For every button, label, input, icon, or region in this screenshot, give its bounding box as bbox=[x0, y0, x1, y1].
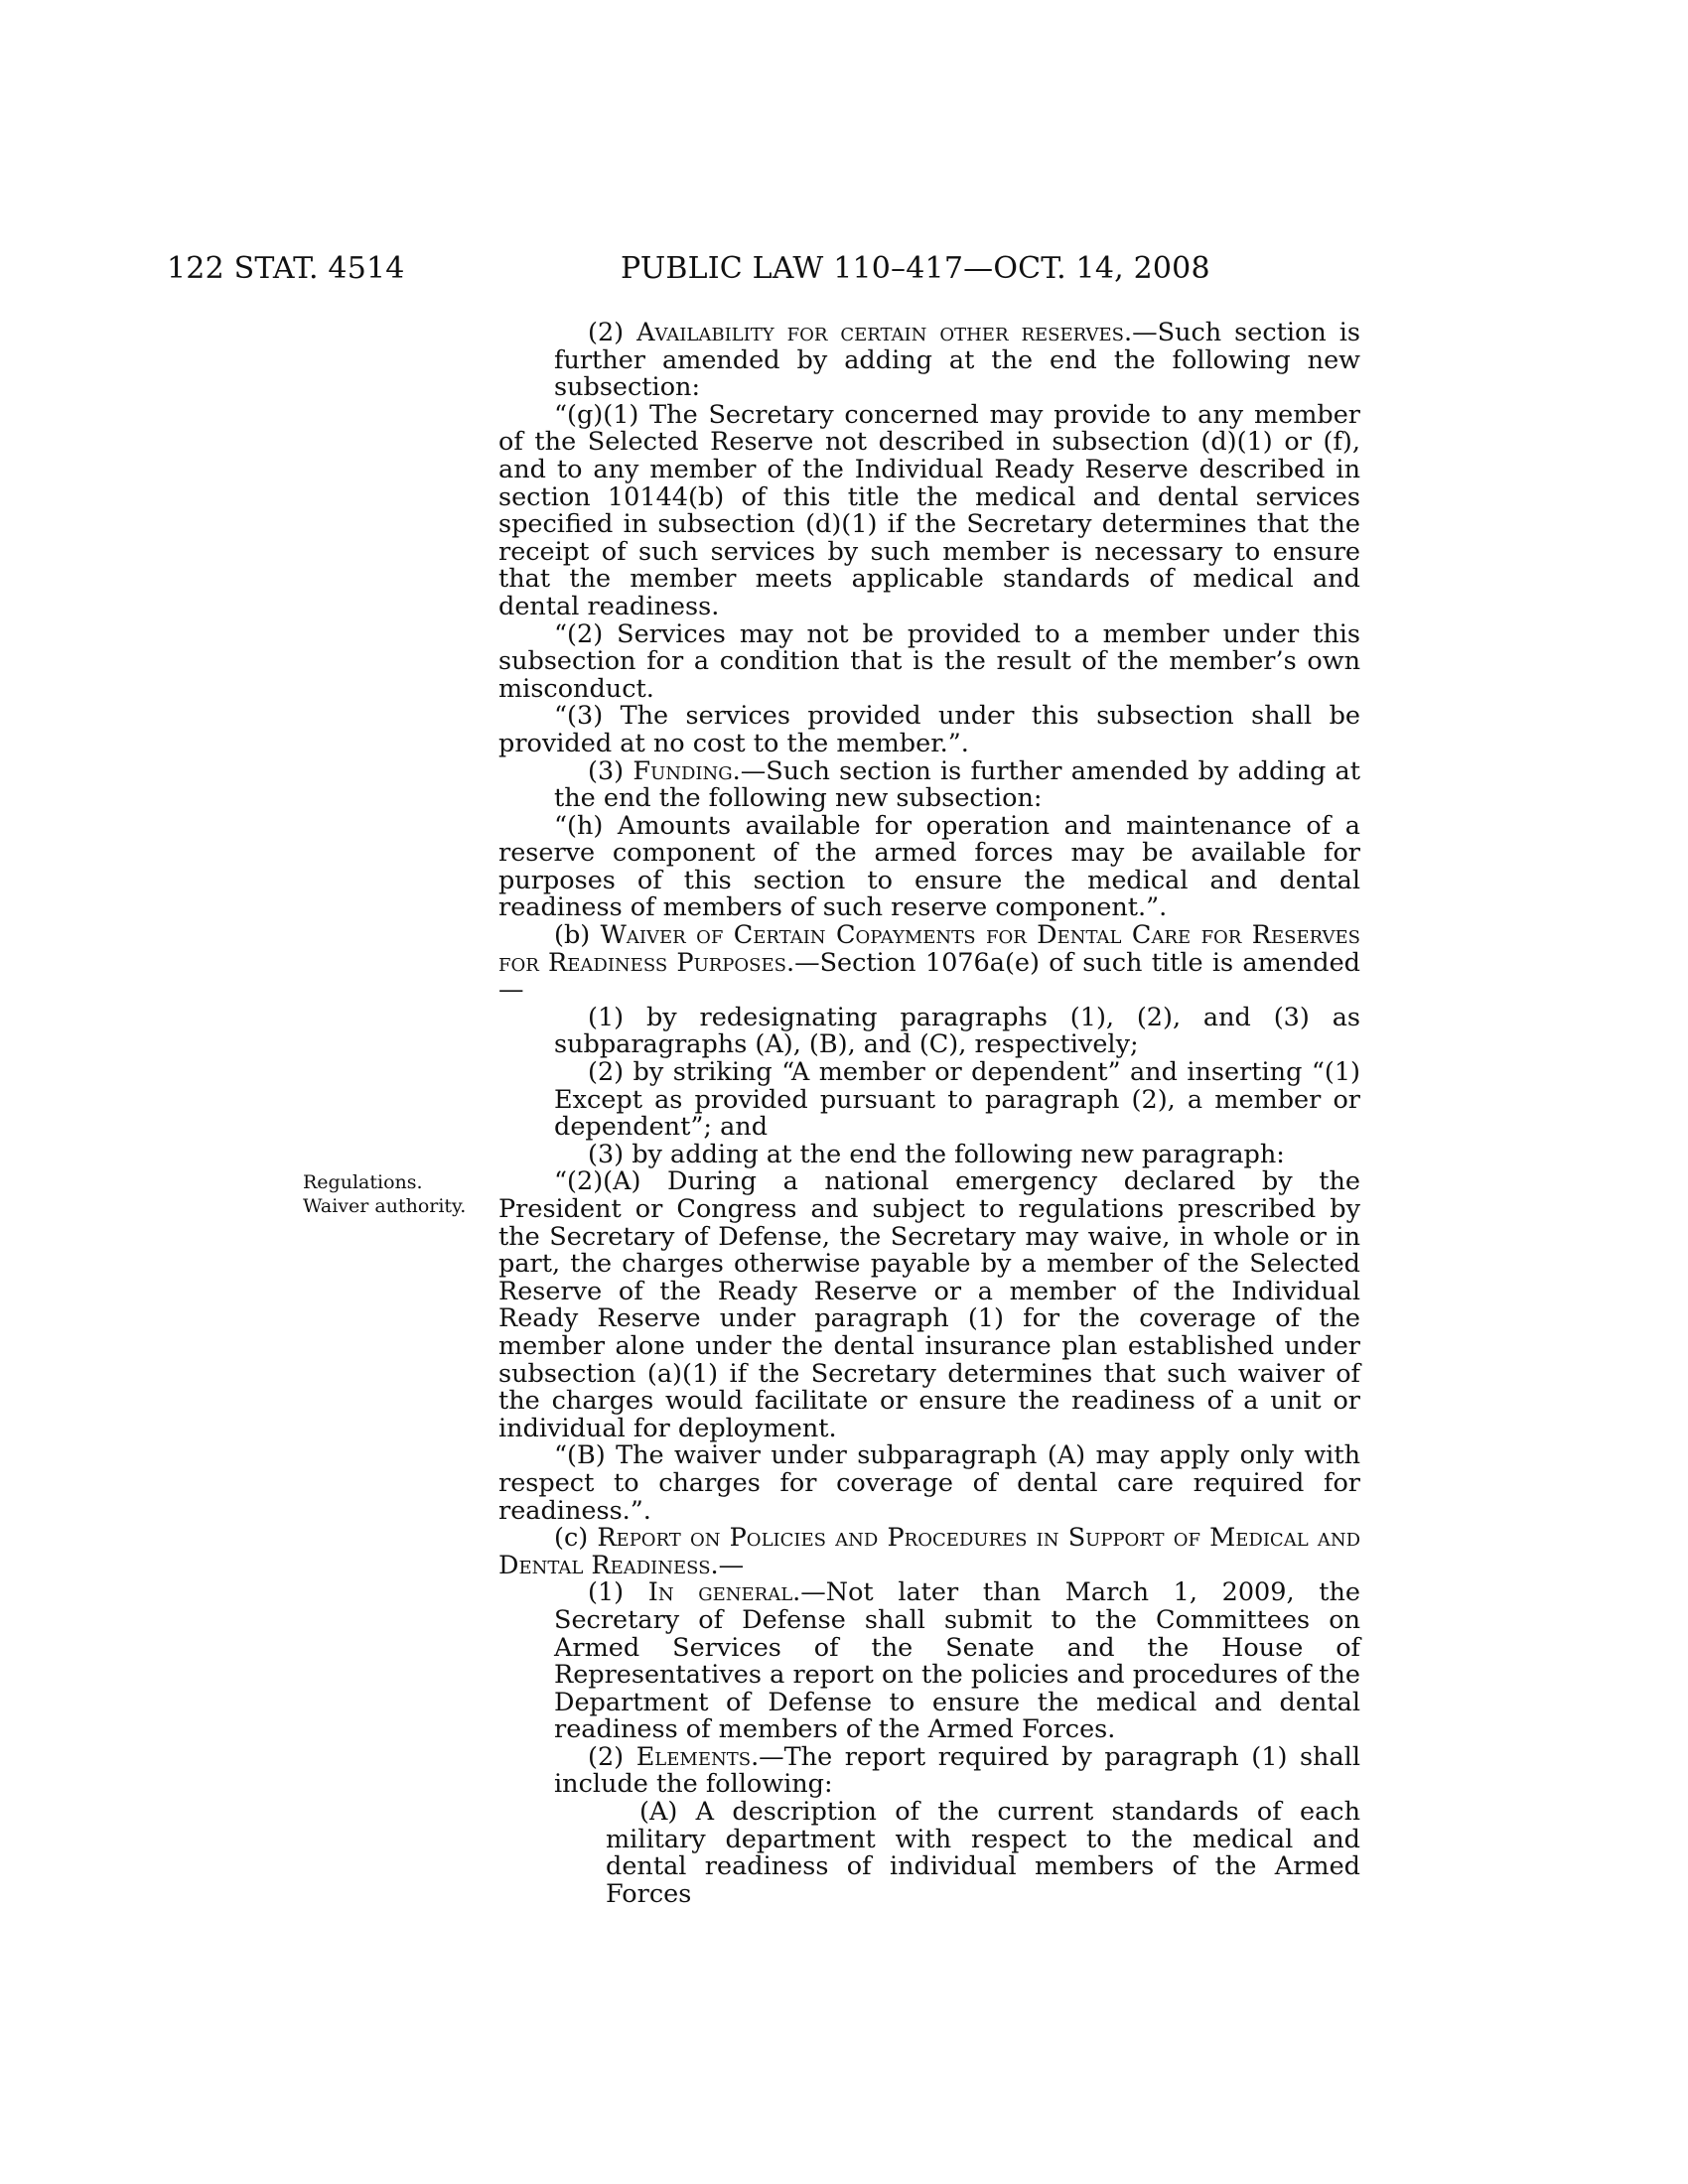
statute-body bbox=[498, 320, 1360, 1908]
subsection-g-2: “(2) Services may not be provided to a member under this subsection for a condition that is the result of the member’s own misconduct. bbox=[498, 618, 1360, 704]
stat-reference: 122 STAT. 4514 bbox=[167, 251, 405, 286]
section-heading: Waiver of Certain Copayments for Dental Care for Reserves for Readiness Purposes bbox=[498, 920, 1360, 978]
new-paragraph-2b: “(B) The waiver under subparagraph (A) may apply only with respect to charges for coverage of dental care required for readiness.”. bbox=[498, 1440, 1360, 1526]
paragraph-funding: (3) Funding.—Such section is further amended by adding at the end the following new subsection: bbox=[554, 755, 1361, 814]
paragraph-heading: Availability for certain other reserves bbox=[636, 318, 1124, 347]
page-title: PUBLIC LAW 110–417—OCT. 14, 2008 bbox=[621, 251, 1210, 286]
section-heading: Report on Policies and Procedures in Support of Medical and Dental Readiness bbox=[498, 1523, 1360, 1580]
section-c-report: (c) Report on Policies and Procedures in Support of Medical and Dental Readiness.— bbox=[498, 1523, 1360, 1580]
subsection-g-1: “(g)(1) The Secretary concerned may provide to any member of the Selected Reserve not described in subsection (d)(1) or (f), and to any member of the Individual Ready Reserve described in section 10144(b) of this title the medical and dental services specified in subsection (d)(1) if the Secretary determines that the receipt of such services by such member is necessary to ensure that the member meets applicable standards of medical and dental readiness. bbox=[498, 399, 1360, 621]
margin-note-regulations: Regulations. bbox=[303, 1171, 423, 1193]
section-b-waiver: (b) Waiver of Certain Copayments for Dental Care for Reserves for Readiness Purposes.—Section 1076a(e) of such title is amended— bbox=[498, 920, 1360, 1006]
element-a: (A) A description of the current standards of each military department with respect to the medical and dental readiness of individual members of the Armed Forces bbox=[606, 1797, 1360, 1909]
amendment-1: (1) by redesignating paragraphs (1), (2), and (3) as subparagraphs (A), (B), and (C), respectively; bbox=[554, 1002, 1360, 1060]
subsection-h: “(h) Amounts available for operation and maintenance of a reserve component of the armed forces may be available for purposes of this section to ensure the medical and dental readiness of members of such reserve component.”. bbox=[498, 810, 1360, 923]
subsection-g-3: “(3) The services provided under this subsection shall be provided at no cost to the member.”. bbox=[498, 701, 1360, 758]
amendment-3: (3) by adding at the end the following new paragraph: bbox=[588, 1139, 1285, 1169]
paragraph-heading: Funding bbox=[633, 755, 733, 786]
paragraph-elements: (2) Elements.—The report required by paragraph (1) shall include the following: bbox=[554, 1741, 1360, 1800]
paragraph-heading: In general bbox=[647, 1577, 793, 1608]
new-paragraph-2a: “(2)(A) During a national emergency declared by the President or Congress and subject to regulations prescribed by the Secretary of Defense, the Secretary may waive, in whole or in part, the charges otherwise payable by a member of the Selected Reserve of the Ready Reserve or a member of the Individual Ready Reserve under paragraph (1) for the coverage of the member alone under the dental insurance plan established under subsection (a)(1) if the Secretary determines that such waiver of the charges would facilitate or ensure the readiness of a unit or individual for deployment. bbox=[498, 1166, 1360, 1443]
amendment-2: (2) by striking “A member or dependent” and inserting “(1) Except as provided pursuant to paragraph (2), a member or dependent”; and bbox=[554, 1057, 1360, 1143]
paragraph-heading: Elements bbox=[635, 1741, 752, 1772]
paragraph-in-general: (1) In general.—Not later than March 1, 2009, the Secretary of Defense shall submit to the Committees on Armed Services of the Senate and the House of Representatives a report on the policies and procedures of the Department of Defense to ensure the medical and dental readiness of members of the Armed Forces. bbox=[554, 1577, 1361, 1745]
paragraph-availability-other-reserves: (2) Availability for certain other reserves.—Such section is further amended by adding at the end the following new subsection: bbox=[554, 318, 1360, 403]
margin-note-waiver-authority: Waiver authority. bbox=[303, 1195, 467, 1217]
margin-notes bbox=[303, 1170, 466, 1218]
